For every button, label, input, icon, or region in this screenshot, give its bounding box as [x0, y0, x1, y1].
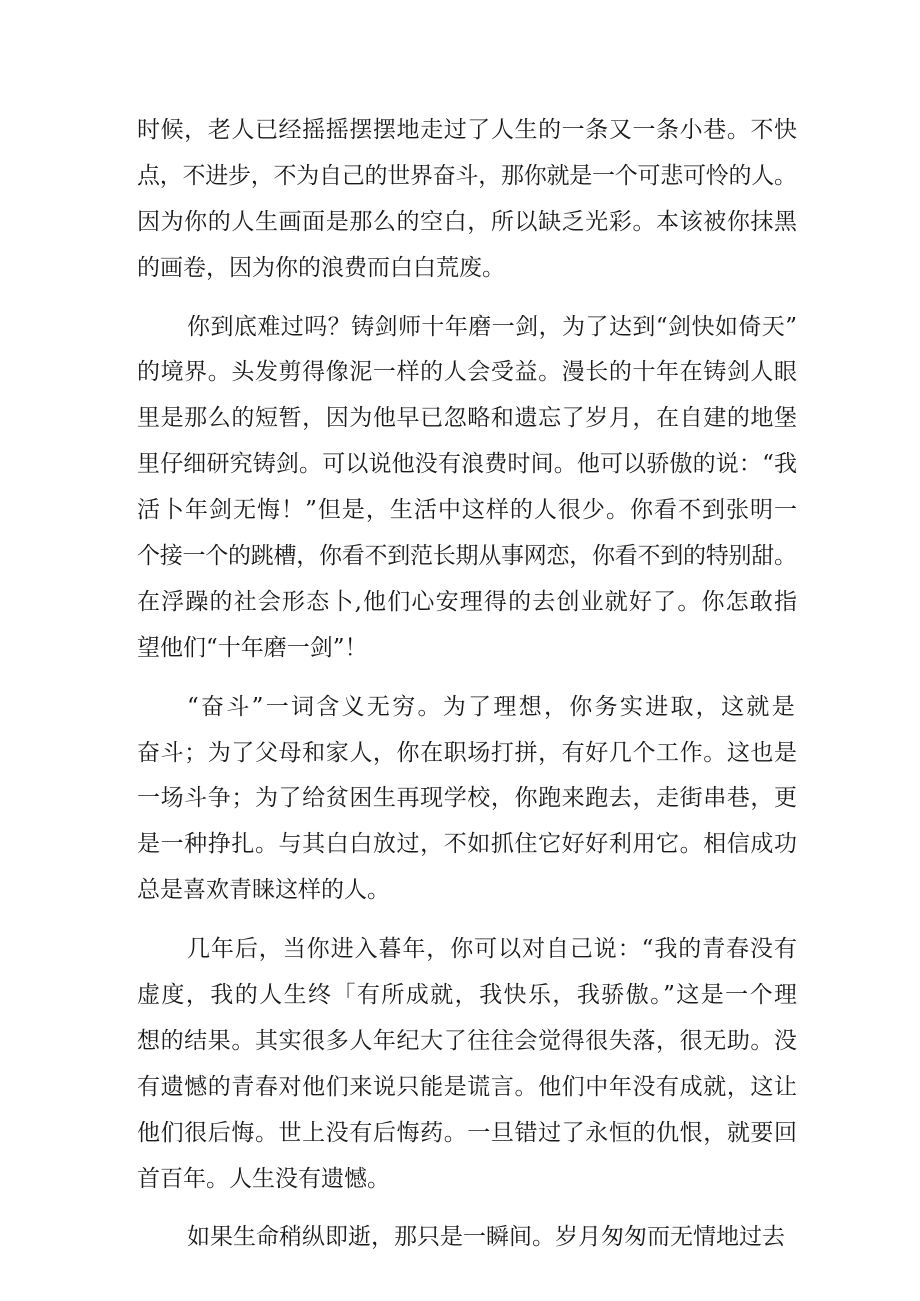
text-line: 在浮躁的社会形态卜,他们心安理得的去创业就好了。你怎敢指 [137, 588, 799, 615]
paragraph-gap [137, 292, 797, 305]
text-line: 奋斗；为了父母和家人，你在职场打拼，有好几个工作。这也是 [137, 739, 798, 766]
document-body [137, 108, 797, 1261]
text-line: 如果生命稍纵即逝，那只是一瞬间。岁月匆匆而无情地过去 [187, 1224, 785, 1251]
text-line: 个接一个的跳槽，你看不到范长期从事网恋，你看不到的特别甜。 [137, 543, 797, 570]
text-line: 望他们“十年磨一剑”！ [137, 634, 368, 661]
paragraph-gap [137, 672, 797, 685]
text-line: 几年后，当你进入暮年，你可以对自己说：“我的青春没有 [187, 936, 798, 963]
text-line: 点，不进步，不为自己的世界奋斗，那你就是一个可悲可怜的人。 [137, 162, 797, 189]
text-line: 时候，老人已经摇摇摆摆地走过了人生的一条又一条小巷。不快 [137, 117, 798, 143]
text-line: 虚度，我的人生终「有所成就，我快乐，我骄傲。”这是一个理 [137, 982, 799, 1009]
text-line: 总是喜欢青睐这样的人。 [137, 877, 390, 904]
text-line: 想的结果。其实很多人年纪大了往往会觉得很失落，很无助。没 [137, 1027, 798, 1054]
paragraph [137, 685, 797, 914]
text-line: 因为你的人生画面是那么的空白，所以缺乏光彩。本该被你抹黑 [137, 208, 798, 235]
text-line: 一场斗争；为了给贫困生再现学校，你跑来跑去，走街串巷，更 [137, 785, 798, 812]
text-line: 他们很后悔。世上没有后悔药。一旦错过了永恒的仇恨，就要回 [137, 1119, 798, 1146]
paragraph [137, 108, 797, 292]
paragraph [137, 927, 797, 1202]
text-line: 里仔细研究铸剑。可以说他没有浪费时间。他可以骄傲的说：“我 [137, 451, 798, 478]
text-line: 活卜年剑无悔！”但是，生活中这样的人很少。你看不到张明一 [137, 497, 799, 524]
paragraph-gap [137, 1202, 797, 1215]
text-line: 首百年。人生没有遗憾。 [137, 1165, 390, 1192]
paragraph-gap [137, 914, 797, 927]
text-line: 的境界。头发剪得像泥一样的人会受益。漫长的十年在铸剑人眼 [137, 359, 798, 386]
text-line: 你到底难过吗？铸剑师十年磨一剑，为了达到“剑快如倚天” [187, 313, 798, 340]
paragraph [137, 305, 797, 672]
text-line: 里是那么的短暂，因为他早已忽略和遗忘了岁月，在自建的地堡 [137, 405, 798, 432]
text-line: 有遗憾的青春对他们来说只能是谎言。他们中年没有成就，这让 [137, 1073, 798, 1100]
text-line: 是一种挣扎。与其白白放过，不如抓住它好好利用它。相信成功 [137, 831, 798, 858]
text-line: “奋斗”一词含义无穷。为了理想，你务实进取，这就是 [187, 693, 797, 720]
paragraph [137, 1215, 797, 1261]
text-line: 的画卷，因为你的浪费而白白荒废。 [137, 254, 505, 281]
